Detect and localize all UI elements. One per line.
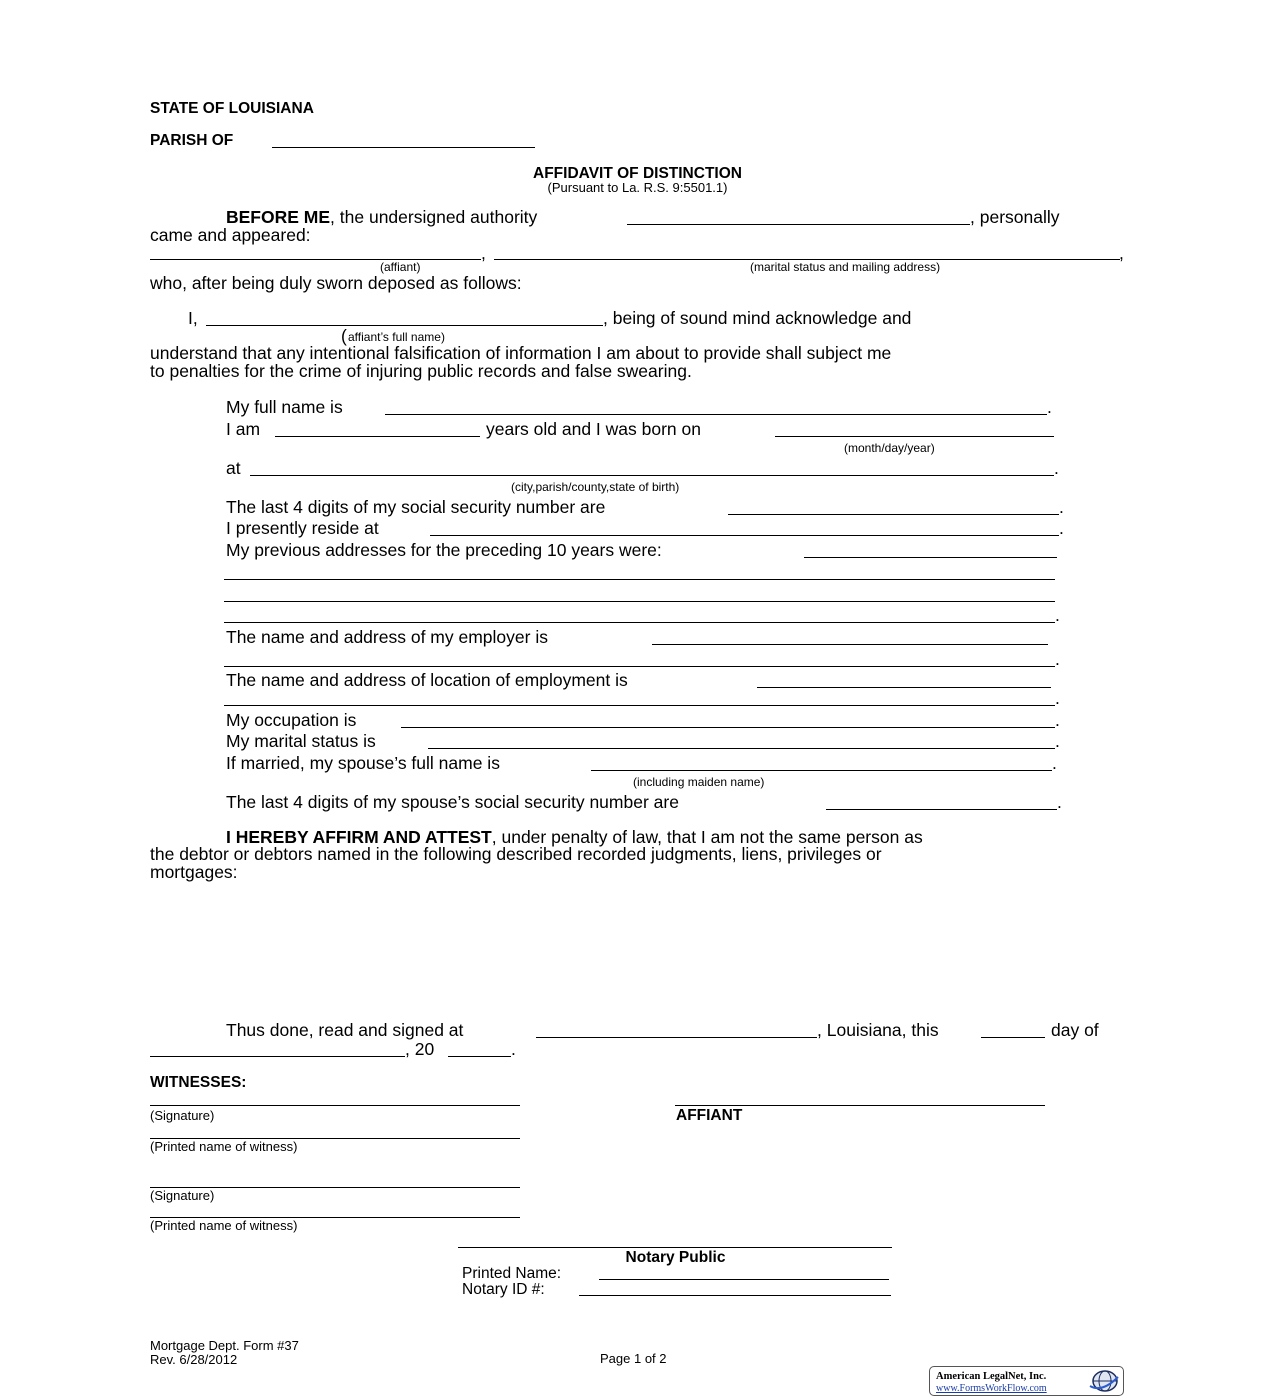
signed-at-line[interactable] — [536, 1037, 817, 1038]
affiant-full-name-line[interactable] — [206, 325, 603, 326]
parish-input-line[interactable] — [272, 147, 535, 148]
previous-addresses-label: My previous addresses for the preceding 10 years were: — [226, 540, 662, 560]
personally-text: , personally — [970, 207, 1060, 227]
period: . — [1055, 605, 1060, 625]
previous-address-line-4[interactable] — [224, 622, 1055, 623]
witnesses-heading: WITNESSES: — [150, 1074, 247, 1091]
notary-id-label: Notary ID #: — [462, 1281, 545, 1298]
period: . — [1055, 731, 1060, 751]
parish-label: PARISH OF — [150, 132, 234, 149]
reside-label: I presently reside at — [226, 518, 379, 538]
spouse-name-line[interactable] — [591, 770, 1052, 771]
i-am-label: I am — [226, 419, 261, 439]
affiant-signature-line[interactable] — [675, 1105, 1045, 1106]
period: . — [1055, 710, 1060, 730]
period: . — [1052, 753, 1057, 773]
notary-signature-line[interactable] — [458, 1247, 892, 1248]
previous-address-line-2[interactable] — [224, 579, 1055, 580]
employer-label: The name and address of my employer is — [226, 627, 548, 647]
sound-mind-text: , being of sound mind acknowledge and — [603, 308, 912, 328]
marital-status-label: My marital status is — [226, 731, 376, 751]
attest-line-3: mortgages: — [150, 862, 238, 882]
years-old-label: years old and I was born on — [486, 419, 701, 439]
marital-caption: (marital status and mailing address) — [750, 260, 941, 274]
spouse-name-label: If married, my spouse’s full name is — [226, 753, 500, 773]
period: . — [1047, 397, 1052, 417]
period: . — [1054, 458, 1059, 478]
employment-location-line-1[interactable] — [757, 687, 1051, 688]
spouse-ssn-line[interactable] — [826, 809, 1057, 810]
affiant-caption: (affiant) — [380, 260, 421, 274]
period: . — [1059, 518, 1064, 538]
employer-line-2[interactable] — [224, 666, 1055, 667]
full-name-caption-paren: ( — [341, 326, 347, 346]
witness-2-name-caption: (Printed name of witness) — [150, 1218, 298, 1233]
previous-address-line-3[interactable] — [224, 601, 1055, 602]
ssn-label: The last 4 digits of my social security number are — [226, 497, 606, 517]
affiant-label: AFFIANT — [676, 1107, 743, 1124]
period: . — [1055, 649, 1060, 669]
occupation-label: My occupation is — [226, 710, 357, 730]
employment-location-label: The name and address of location of employment is — [226, 670, 628, 690]
year-line[interactable] — [448, 1056, 511, 1057]
before-me-bold: BEFORE ME — [226, 207, 331, 227]
logo-company-name: American LegalNet, Inc. — [936, 1371, 1047, 1382]
occupation-line[interactable] — [401, 727, 1055, 728]
employer-line-1[interactable] — [652, 644, 1048, 645]
attest-bold: I HEREBY AFFIRM AND ATTEST — [226, 827, 492, 847]
witness-1-signature-line[interactable] — [150, 1105, 520, 1106]
day-of-label: day of — [1051, 1020, 1099, 1040]
louisiana-this-label: , Louisiana, this — [817, 1020, 939, 1040]
declaration-line-2: to penalties for the crime of injuring public records and false swearing. — [150, 361, 692, 381]
printed-name-label: Printed Name: — [462, 1265, 562, 1282]
comma-20-label: , 20 — [405, 1039, 435, 1059]
authority-input-line[interactable] — [627, 224, 970, 225]
page-number: Page 1 of 2 — [600, 1351, 667, 1366]
ssn-line[interactable] — [728, 514, 1059, 515]
revision-date: Rev. 6/28/2012 — [150, 1352, 238, 1367]
day-line[interactable] — [981, 1037, 1045, 1038]
comma-1: , — [481, 243, 486, 263]
full-name-line[interactable] — [385, 414, 1047, 415]
at-label: at — [226, 458, 241, 478]
spouse-ssn-label: The last 4 digits of my spouse’s social security number are — [226, 792, 679, 812]
form-number: Mortgage Dept. Form #37 — [150, 1338, 299, 1353]
period: . — [1059, 497, 1064, 517]
sworn-text: who, after being duly sworn deposed as follows: — [150, 273, 522, 293]
period: . — [511, 1039, 516, 1059]
before-me-rest: , the undersigned authority — [330, 207, 538, 227]
attest-line-2: the debtor or debtors named in the following described recorded judgments, liens, privileges or — [150, 844, 882, 864]
witness-2-signature-caption: (Signature) — [150, 1188, 215, 1203]
declaration-line-1: understand that any intentional falsification of information I am about to provide shall subject me — [150, 343, 892, 363]
witness-1-name-caption: (Printed name of witness) — [150, 1139, 298, 1154]
full-name-caption: affiant’s full name) — [348, 330, 445, 344]
attest-rest: , under penalty of law, that I am not the same person as — [491, 827, 923, 847]
comma-2: , — [1119, 243, 1124, 263]
birthplace-line[interactable] — [250, 475, 1054, 476]
maiden-name-caption: (including maiden name) — [633, 775, 765, 789]
employment-location-line-2[interactable] — [224, 705, 1055, 706]
before-me-line — [226, 209, 537, 227]
notary-public-label: Notary Public — [625, 1249, 726, 1266]
globe-icon — [1086, 1369, 1120, 1393]
month-line[interactable] — [150, 1056, 405, 1057]
document-subtitle: (Pursuant to La. R.S. 9:5501.1) — [547, 180, 728, 195]
affiant-input-line[interactable] — [150, 259, 481, 260]
state-heading: STATE OF LOUISIANA — [150, 100, 314, 117]
residence-line[interactable] — [430, 535, 1059, 536]
full-name-label: My full name is — [226, 397, 343, 417]
i-prefix: I, — [188, 308, 198, 328]
age-line[interactable] — [275, 436, 480, 437]
american-legalnet-logo[interactable] — [929, 1366, 1124, 1396]
witness-1-signature-caption: (Signature) — [150, 1108, 215, 1123]
dob-line[interactable] — [775, 436, 1054, 437]
came-and-appeared: came and appeared: — [150, 225, 311, 245]
birthplace-caption: (city,parish/county,state of birth) — [511, 480, 680, 494]
notary-printed-name-line[interactable] — [599, 1279, 889, 1280]
notary-id-line[interactable] — [579, 1295, 891, 1296]
previous-address-line-1[interactable] — [804, 557, 1057, 558]
dob-caption: (month/day/year) — [844, 441, 935, 455]
logo-url[interactable]: www.FormsWorkFlow.com — [936, 1383, 1047, 1394]
thus-done-label: Thus done, read and signed at — [226, 1020, 464, 1040]
period: . — [1057, 792, 1062, 812]
period: . — [1055, 688, 1060, 708]
document-title: AFFIDAVIT OF DISTINCTION — [533, 165, 742, 182]
marital-status-line[interactable] — [428, 748, 1055, 749]
